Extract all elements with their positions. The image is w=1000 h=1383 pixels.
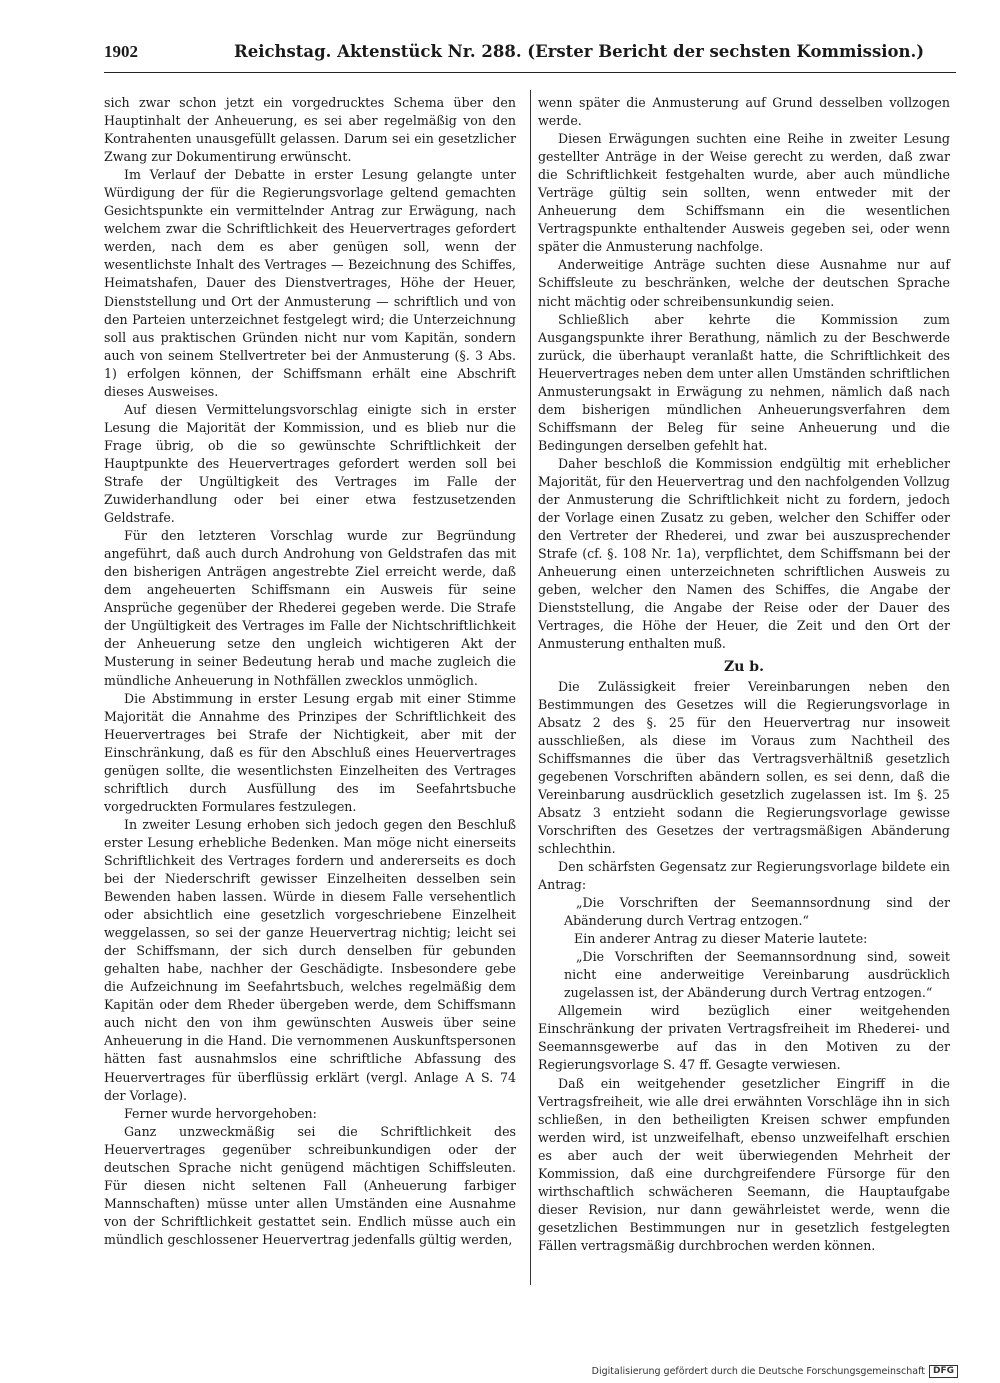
footer [592, 1365, 958, 1378]
paragraph: Für den letzteren Vorschlag wurde zur Begründung angeführt, daß auch durch Androhung von Geldstrafen das mit den bisherigen Anträgen angestrebte Ziel erreicht werde, daß dem angeheuerten Schiffsmann ein Ausweis für seine Ansprüche gegenüber der Rhederei gegeben werde. Die Strafe der Ungültigkeit des Vertrages im Falle der Nichtschriftlichkeit der Anheuerung setze den ungleich wichtigeren Akt der Musterung in seiner Bedeutung herab und mache zugleich die mündliche Anheuerung in Nothfällen zwecklos unmöglich. [104, 528, 516, 688]
paragraph: Diesen Erwägungen suchten eine Reihe in zweiter Lesung gestellter Anträge in der Weise gerecht zu werden, daß zwar die Schriftlichkeit festgehalten wurde, aber auch mündliche Verträge gültig sein sollten, wenn entweder mit der Anheuerung dem Schiffsmann ein die wesentlichen Vertragspunkte enthaltender Ausweis gegeben sei, oder wenn später die Anmusterung nachfolge. [538, 131, 950, 255]
paragraph: Ein anderer Antrag zu dieser Materie lautete: [574, 931, 868, 947]
dfg-logo: DFG [929, 1365, 958, 1378]
paragraph: sich zwar schon jetzt ein vorgedrucktes Schema über den Hauptinhalt der Anheuerung, es sei aber regelmäßig von den Kontrahenten unausgefüllt gelassen. Darum sei ein gesetzlicher Zwang zur Dokumentirung erwünscht. [104, 95, 516, 165]
paragraph: Schließlich aber kehrte die Kommission zum Ausgangspunkte ihrer Berathung, nämlich zu der Beschwerde zurück, die überhaupt veranlaßt hatte, die Schriftlichkeit des Heuervertrages neben dem unter allen Umständen schriftlichen Anmusterungsakt in Erwägung zu nehmen, nämlich daß nach dem bisherigen mündlichen Anheuerungsverfahren dem Schiffsmann der Beleg für seine Anheuerung und die Bedingungen derselben gefehlt hat. [538, 311, 950, 453]
left-column [104, 94, 516, 1249]
section-heading: Zu b. [724, 659, 764, 676]
running-title: Reichstag. Aktenstück Nr. 288. (Erster Bericht der sechsten Kommission.) [234, 42, 925, 61]
paragraph: Daß ein weitgehender gesetzlicher Eingriff in die Vertragsfreiheit, wie alle drei erwähnten Vorschläge ihn in sich schließen, in den betheiligten Kreisen schwer empfunden werden wird, ist unzweifelhaft, ebenso unzweifelhaft erschien es aber auch der weit überwiegenden Mehrheit der Kommission, daß eine durchgreifendere Fürsorge für den wirthschaftlich schwächeren Seemann, die Hauptaufgabe dieser Revision, nur dann gewährleistet werde, wenn die gesetzlichen Bestimmungen nur in gesetzlich festgelegten Fällen vertragsmäßig durchbrochen werden können. [538, 1075, 950, 1253]
paragraph: Anderweitige Anträge suchten diese Ausnahme nur auf Schiffsleute zu beschränken, welche der deutschen Sprache nicht mächtig oder schreibensunkundig seien. [538, 257, 950, 309]
paragraph: Ganz unzweckmäßig sei die Schriftlichkeit des Heuervertrages gegenüber schreibunkundigen oder der deutschen Sprache nicht genügend mächtigen Schiffsleuten. Für diesen nicht seltenen Fall (Anheuerung farbiger Mannschaften) müsse unter allen Umständen eine Ausnahme von der Schriftlichkeit gestattet sein. Endlich müsse auch ein mündlich geschlossener Heuervertrag jedenfalls gültig werden, [104, 1123, 516, 1247]
paragraph: Den schärfsten Gegensatz zur Regierungsvorlage bildete ein Antrag: [538, 858, 950, 893]
footer-credit: Digitalisierung gefördert durch die Deutsche Forschungsgemeinschaft [591, 1366, 925, 1377]
paragraph: Ferner wurde hervorgehoben: [124, 1105, 317, 1121]
quoted-motion: „Die Vorschriften der Seemannsordnung sind, soweit nicht eine anderweitige Vereinbarung ausdrücklich zugelassen ist, der Abänderung durch Vertrag entzogen.“ [564, 949, 950, 1001]
column-divider [530, 90, 531, 1285]
paragraph: Im Verlauf der Debatte in erster Lesung gelangte unter Würdigung der für die Regierungsvorlage geltend gemachten Gesichtspunkte ein vermittelnder Antrag zur Erwägung, nach welchem zwar die Schriftlichkeit des Heuervertrages gefordert werden, nach dem es aber genügen soll, wenn der wesentlichste Inhalt des Vertrages — Bezeichnung des Schiffes, Heimatshafen, Dauer des Dienstvertrages, Höhe der Heuer, Dienststellung und Ort der Anmusterung — schriftlich und von den Parteien unterzeichnet festgelegt wird; die Unterzeichnung soll aus praktischen Gründen nicht nur vom Kapitän, sondern auch von seinem Stellvertreter bei der Anmusterung (§. 3 Abs. 1) erfolgen können, der Schiffsmann erhält eine Abschrift dieses Ausweises. [104, 167, 516, 399]
paragraph: Daher beschloß die Kommission endgültig mit erheblicher Majorität, für den Heuervertrag und den nachfolgenden Vollzug der Anmusterung die Schriftlichkeit nicht zu fordern, jedoch der Vorlage einen Zusatz zu geben, welcher den Schiffer oder den Vertreter der Rhederei, und zwar bei auszusprechender Strafe (cf. §. 108 Nr. 1a), verpflichtet, dem Schiffsmann bei der Anheuerung einen unterzeichneten schriftlichen Ausweis zu geben, welcher den Namen des Schiffes, die Angabe der Dienststellung, die Angabe der Reise oder der Dauer des Vertrages, die Höhe der Heuer, die Zeit und den Ort der Anmusterung enthalten muß. [538, 455, 950, 652]
right-column [538, 94, 950, 1255]
page-header [104, 42, 956, 73]
paragraph: Die Zulässigkeit freier Vereinbarungen neben den Bestimmungen des Gesetzes will die Regierungsvorlage in Absatz 2 des §. 25 für den Heuervertrag nur insoweit ausschließen, als diese im Voraus zum Nachtheil des Schiffsmannes die über das Vertragsverhältniß gesetzlich gegebenen Vorschriften abändern sollen, es sei denn, daß die Vereinbarung ausdrücklich gesetzlich zugelassen ist. Im §. 25 Absatz 3 entzieht sodann die Regierungsvorlage gewisse Vorschriften des Gesetzes der vertragsmäßigen Abänderung schlechthin. [538, 678, 950, 856]
paragraph: In zweiter Lesung erhoben sich jedoch gegen den Beschluß erster Lesung erhebliche Bedenken. Man möge nicht einerseits Schriftlichkeit des Vertrages fordern und andererseits es doch bei der Niederschrift gewisser Einzelheiten desselben sein Bewenden haben lassen. Würde in diesem Falle versehentlich oder absichtlich eine gesetzlich vorgeschriebene Einzelheit weggelassen, so sei der ganze Heuervertrag nichtig; leicht sei der Schiffsmann, der sich durch denselben für gebunden gehalten habe, nachher der Geschädigte. Insbesondere gebe die Aufzeichnung im Seefahrtsbuch, welches regelmäßig dem Kapitän oder dem Rheder übergeben werde, dem Schiffsmann auch nicht den von ihm gewünschten Ausweis über seine Anheuerung in die Hand. Die vernommenen Auskunftspersonen hätten fast ausnahmslos eine schriftliche Abfassung des Heuervertrages für überflüssig erklärt (vergl. Anlage A S. 74 der Vorlage). [104, 816, 516, 1103]
quoted-motion: „Die Vorschriften der Seemannsordnung sind der Abänderung durch Vertrag entzogen.“ [564, 895, 950, 929]
paragraph: Auf diesen Vermittelungsvorschlag einigte sich in erster Lesung die Majorität der Kommission, und es blieb nur die Frage übrig, ob die so gewünschte Schriftlichkeit der Hauptpunkte des Heuervertrages gefordert werden soll bei Strafe der Ungültigkeit des Vertrages im Falle der Zuwiderhandlung oder bei einer etwa festzusetzenden Geldstrafe. [104, 401, 516, 526]
page-number: 1902 [104, 42, 138, 61]
paragraph: wenn später die Anmusterung auf Grund desselben vollzogen werde. [538, 95, 950, 129]
paragraph: Allgemein wird bezüglich einer weitgehenden Einschränkung der privaten Vertragsfreiheit im Rhederei- und Seemannsgewerbe auf das in den Motiven zu der Regierungsvorlage S. 47 ff. Gesagte verwiesen. [538, 1003, 950, 1073]
paragraph: Die Abstimmung in erster Lesung ergab mit einer Stimme Majorität die Annahme des Prinzipes der Schriftlichkeit des Heuervertrages bei Strafe der Nichtigkeit, aber mit der Einschränkung, daß es für den Abschluß eines Heuervertrages genügen sollte, die wesentlichsten Einzelheiten des Vertrages schriftlich durch Ausfüllung des im Seefahrtsbuche vorgedruckten Formulares festzulegen. [104, 690, 516, 814]
